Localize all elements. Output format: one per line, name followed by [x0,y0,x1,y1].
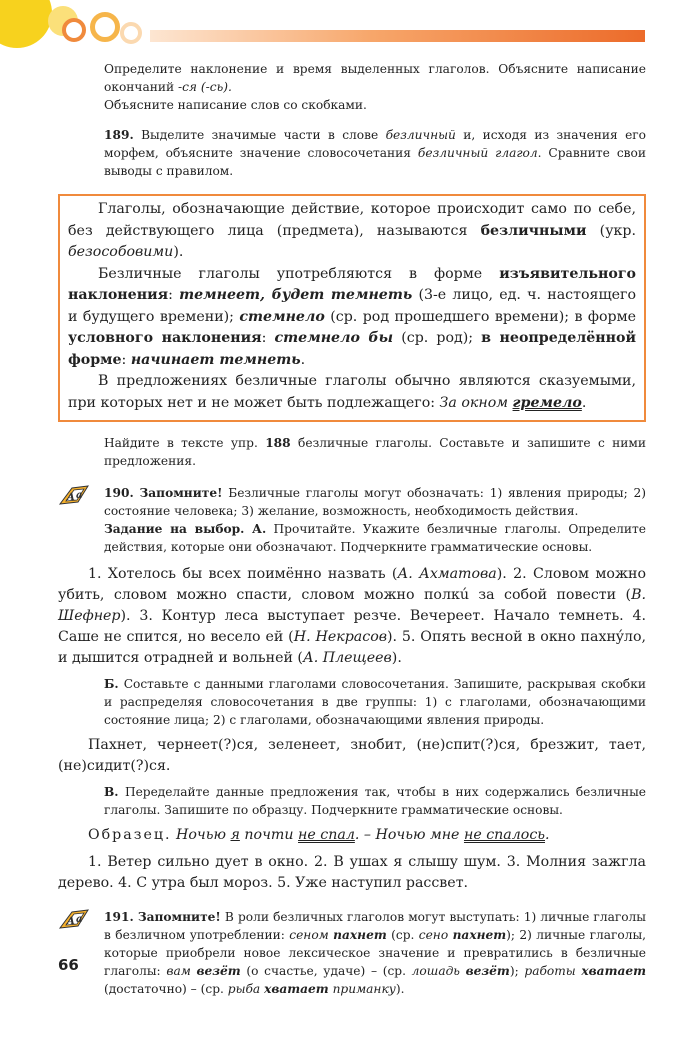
svg-text:a: a [76,490,83,501]
page-header-decoration [0,0,700,60]
remember-book-icon [58,906,92,932]
decor-circle [90,12,120,42]
exercise-190-words-b: Пахнет, чернеет(?)ся, зеленеет, знобит, (не)спит(?)ся, брезжит, тает, (не)сидит(?)ся. [58,737,646,774]
exercise-190: A a 190. Запомните! Безличные глаголы могут обозначать: 1) явления природы; 2) состояние человека; 3) желание, возможность, необходимость действия. Задание на выбор. А. Прочитайте. Укажите безличные глаголы. Определите действия, которые они обозначают. Подчеркните грамматические основы. [58,484,646,556]
exercise-190-sentences-v: 1. Ветер сильно дует в окно. 2. В ушах я слышу шум. 3. Молния зажгла дерево. 4. С утра был мороз. 5. Уже наступил рассвет. [58,854,646,891]
exercise-189: 189. Выделите значимые части в слове безличный и, исходя из значения его морфем, объясните значение словосочетания безличный глагол. Сравните свои выводы с правилом. [104,128,647,178]
svg-text:A: A [67,492,75,503]
exercise-191: A a 191. Запомните! В роли безличных глаголов могут выступать: 1) личные глаголы в безличном употреблении: сеном пахнет (ср. сено пахнет); 2) личные глаголы, которые приобрели новое лексическое значение и превратились в безличные глаголы: вам везёт (о счастье, удаче) – (ср. лошадь везёт); работы хватает (достаточно) – (ср. рыба хватает приманку). [58,908,646,998]
exercise-190-text-a: 1. Хотелось бы всех поимённо назвать (А. Ахматова). 2. Словом можно убить, словом можно спасти, словом можно полкú за собой повести (В. Шефнер). 3. Контур леса выступает резче. Вечереет. Начало темнеть. 4. Саше не спится, но весело ей (Н. Некрасов). 5. Опять весной в окно пахнýло, и дышится отрадней и вольней (А. Плещеев). [58,566,646,666]
rule-box: Глаголы, обозначающие действие, которое происходит само по себе, без действующего лица (предмета), называются безличными (укр. безособовими). Безличные глаголы употребляются в форме изъявительного наклонения: темнеет, будет темнеть (3-е лицо, ед. ч. настоящего и будущего времени); стемнело (ср. род прошедшего времени); в форме условного наклонения: стемнело бы (ср. род); в неопределённой форме: начинает темнеть. В предложениях безличные глаголы обычно являются сказуемыми, при которых нет и не может быть подлежащего: За окном гремело. [58,194,646,422]
remember-book-icon [58,482,92,508]
exercise-190-task-v: В. Переделайте данные предложения так, чтобы в них содержались безличные глаголы. Запишите по образцу. Подчеркните грамматические основы. [104,785,646,817]
exercise-190-sample: Образец. Ночью я почти не спал. – Ночью мне не спалось. [88,827,550,843]
exercise-number: 189. [104,128,134,142]
exercise-190-task-b: Б. Составьте с данными глаголами словосочетания. Запишите, раскрывая скобки и распределяя словосочетания в две группы: 1) с глаголами, обозначающими состояние лица; 2) с глаголами, обозначающими явления природы. [104,677,646,727]
decor-circle [120,22,142,44]
page-number: 66 [58,956,79,974]
decor-circle [0,0,52,48]
svg-text:A: A [67,916,75,927]
task-188: Найдите в тексте упр. 188 безличные глаголы. Составьте и запишите с ними предложения. [104,436,647,468]
intro-task: Определите наклонение и время выделенных глаголов. Объясните написание окончаний -ся (-сь). Объясните написание слов со скобками. [104,62,646,112]
decor-circle [62,18,86,42]
svg-text:a: a [76,914,83,925]
header-bar [150,30,645,42]
page-content [58,60,646,998]
